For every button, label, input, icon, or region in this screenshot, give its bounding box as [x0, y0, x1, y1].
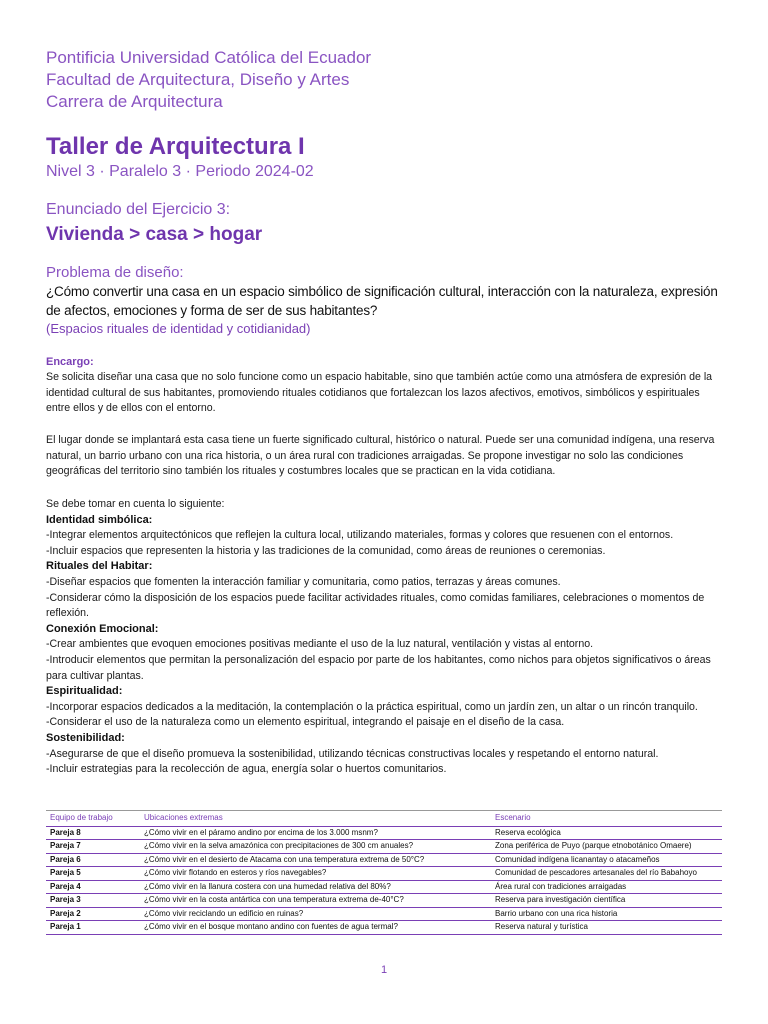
team-cell: Pareja 3 — [46, 894, 140, 908]
program-name: Carrera de Arquitectura — [46, 92, 223, 111]
table-row — [46, 840, 722, 854]
location-cell: ¿Cómo vivir en el desierto de Atacama con una temperatura extrema de 50°C? — [140, 853, 491, 867]
table-row — [46, 894, 722, 908]
exercise-label: Enunciado del Ejercicio 3: — [46, 201, 231, 218]
considerations — [46, 497, 722, 778]
table-row — [46, 907, 722, 921]
faculty-name: Facultad de Arquitectura, Diseño y Artes — [46, 70, 350, 89]
table-row — [46, 826, 722, 840]
encargo-paragraph-1: Se solicita diseñar una casa que no solo funcione como un espacio habitable, sino que también actúe como una atmósfera de expresión de la identidad cultural de sus habitantes, promoviendo rituales cotidianos que fortalezcan los lazos afectivos, emotivos, simbólicos y espirituales entre ellos y de ellos con el entorno. — [46, 371, 713, 415]
table-row — [46, 853, 722, 867]
table-row — [46, 880, 722, 894]
problem-subtitle: (Espacios rituales de identidad y cotidianidad) — [46, 321, 311, 336]
section-heading: Sostenibilidad: — [46, 731, 125, 744]
location-cell: ¿Cómo vivir en el bosque montano andino con fuentes de agua termal? — [140, 921, 491, 935]
header-team: Equipo de trabajo — [46, 811, 140, 827]
table-body — [46, 826, 722, 934]
problem-question: ¿Cómo convertir una casa en un espacio simbólico de significación cultural, interacción con la naturaleza, expresión de afectos, emociones y forma de ser de sus habitantes? — [46, 284, 718, 318]
team-cell: Pareja 7 — [46, 840, 140, 854]
header-scenario: Escenario — [491, 811, 722, 827]
section-heading: Identidad simbólica: — [46, 513, 153, 526]
encargo-label: Encargo: — [46, 356, 94, 368]
university-name: Pontificia Universidad Católica del Ecuador — [46, 48, 372, 67]
section-item: -Integrar elementos arquitectónicos que reflejen la cultura local, utilizando materiales, formas y colores que resuenen con el entornos. — [46, 529, 674, 542]
scenario-cell: Comunidad de pescadores artesanales del río Babahoyo — [491, 867, 722, 881]
table-header-row — [46, 811, 722, 827]
location-cell: ¿Cómo vivir en la llanura costera con una humedad relativa del 80%? — [140, 880, 491, 894]
team-cell: Pareja 6 — [46, 853, 140, 867]
team-cell: Pareja 2 — [46, 907, 140, 921]
section-item: -Asegurarse de que el diseño promueva la sostenibilidad, utilizando técnicas constructivas locales y respetando el entorno natural. — [46, 747, 659, 760]
section-item: -Considerar el uso de la naturaleza como un elemento espiritual, integrando el paisaje en el diseño de la casa. — [46, 716, 565, 729]
sections-list — [46, 513, 722, 778]
section-item: -Incluir estrategias para la recolección de agua, energía solar o huertos comunitarios. — [46, 763, 447, 776]
scenario-cell: Reserva natural y turística — [491, 921, 722, 935]
location-cell: ¿Cómo vivir en la costa antártica con una temperatura extrema de-40°C? — [140, 894, 491, 908]
page-number: 1 — [380, 964, 388, 976]
teams-table — [46, 810, 722, 935]
considerations-intro: Se debe tomar en cuenta lo siguiente: — [46, 498, 225, 510]
institution-header — [46, 47, 722, 113]
section-item: -Introducir elementos que permitan la personalización del espacio por parte de los habitantes, como nichos para objetos significativos o áreas para cultivar plantas. — [46, 653, 711, 682]
encargo-paragraph-2: El lugar donde se implantará esta casa tiene un fuerte significado cultural, histórico o natural. Puede ser una comunidad indígena, una reserva natural, un barrio urbano con una rica historia, o un área rural con tradiciones arraigadas. Se propone investigar no solo las condiciones geográficas del territorio sino también los rituales y costumbres locales que se practican en la vida cotidiana. — [46, 434, 715, 478]
section-item: -Crear ambientes que evoquen emociones positivas mediante el uso de la luz natural, ventilación y vistas al entorno. — [46, 638, 594, 651]
section-heading: Conexión Emocional: — [46, 622, 159, 635]
section-heading: Rituales del Habitar: — [46, 560, 153, 573]
scenario-cell: Área rural con tradiciones arraigadas — [491, 880, 722, 894]
team-cell: Pareja 8 — [46, 826, 140, 840]
section-item: -Incorporar espacios dedicados a la meditación, la contemplación o la práctica espiritual, como un jardín zen, un altar o un rincón tranquilo. — [46, 700, 698, 713]
header-locations: Ubicaciones extremas — [140, 811, 491, 827]
scenario-cell: Barrio urbano con una rica historia — [491, 907, 722, 921]
team-cell: Pareja 4 — [46, 880, 140, 894]
problem-label: Problema de diseño: — [46, 264, 184, 281]
scenario-cell: Zona periférica de Puyo (parque etnobotánico Omaere) — [491, 840, 722, 854]
location-cell: ¿Cómo vivir flotando en esteros y ríos navegables? — [140, 867, 491, 881]
section-heading: Espiritualidad: — [46, 685, 123, 698]
team-cell: Pareja 1 — [46, 921, 140, 935]
section-item: -Incluir espacios que representen la historia y las tradiciones de la comunidad, como áreas de reuniones o ceremonias. — [46, 544, 606, 557]
location-cell: ¿Cómo vivir en el páramo andino por encima de los 3.000 msnm? — [140, 826, 491, 840]
location-cell: ¿Cómo vivir en la selva amazónica con precipitaciones de 300 cm anuales? — [140, 840, 491, 854]
table-row — [46, 921, 722, 935]
section-item: -Considerar cómo la disposición de los espacios puede facilitar actividades rituales, como comidas familiares, celebraciones o momentos de reflexión. — [46, 591, 705, 620]
table-row — [46, 867, 722, 881]
exercise-name: Vivienda > casa > hogar — [46, 224, 263, 245]
team-cell: Pareja 5 — [46, 867, 140, 881]
course-title: Taller de Arquitectura I — [46, 133, 305, 160]
location-cell: ¿Cómo vivir reciclando un edificio en ruinas? — [140, 907, 491, 921]
scenario-cell: Reserva para investigación científica — [491, 894, 722, 908]
scenario-cell: Comunidad indígena licanantay o atacameños — [491, 853, 722, 867]
section-item: -Diseñar espacios que fomenten la interacción familiar y comunitaria, como patios, terrazas y áreas comunes. — [46, 575, 561, 588]
course-subtitle: Nivel 3 · Paralelo 3 · Periodo 2024-02 — [46, 163, 314, 180]
scenario-cell: Reserva ecológica — [491, 826, 722, 840]
